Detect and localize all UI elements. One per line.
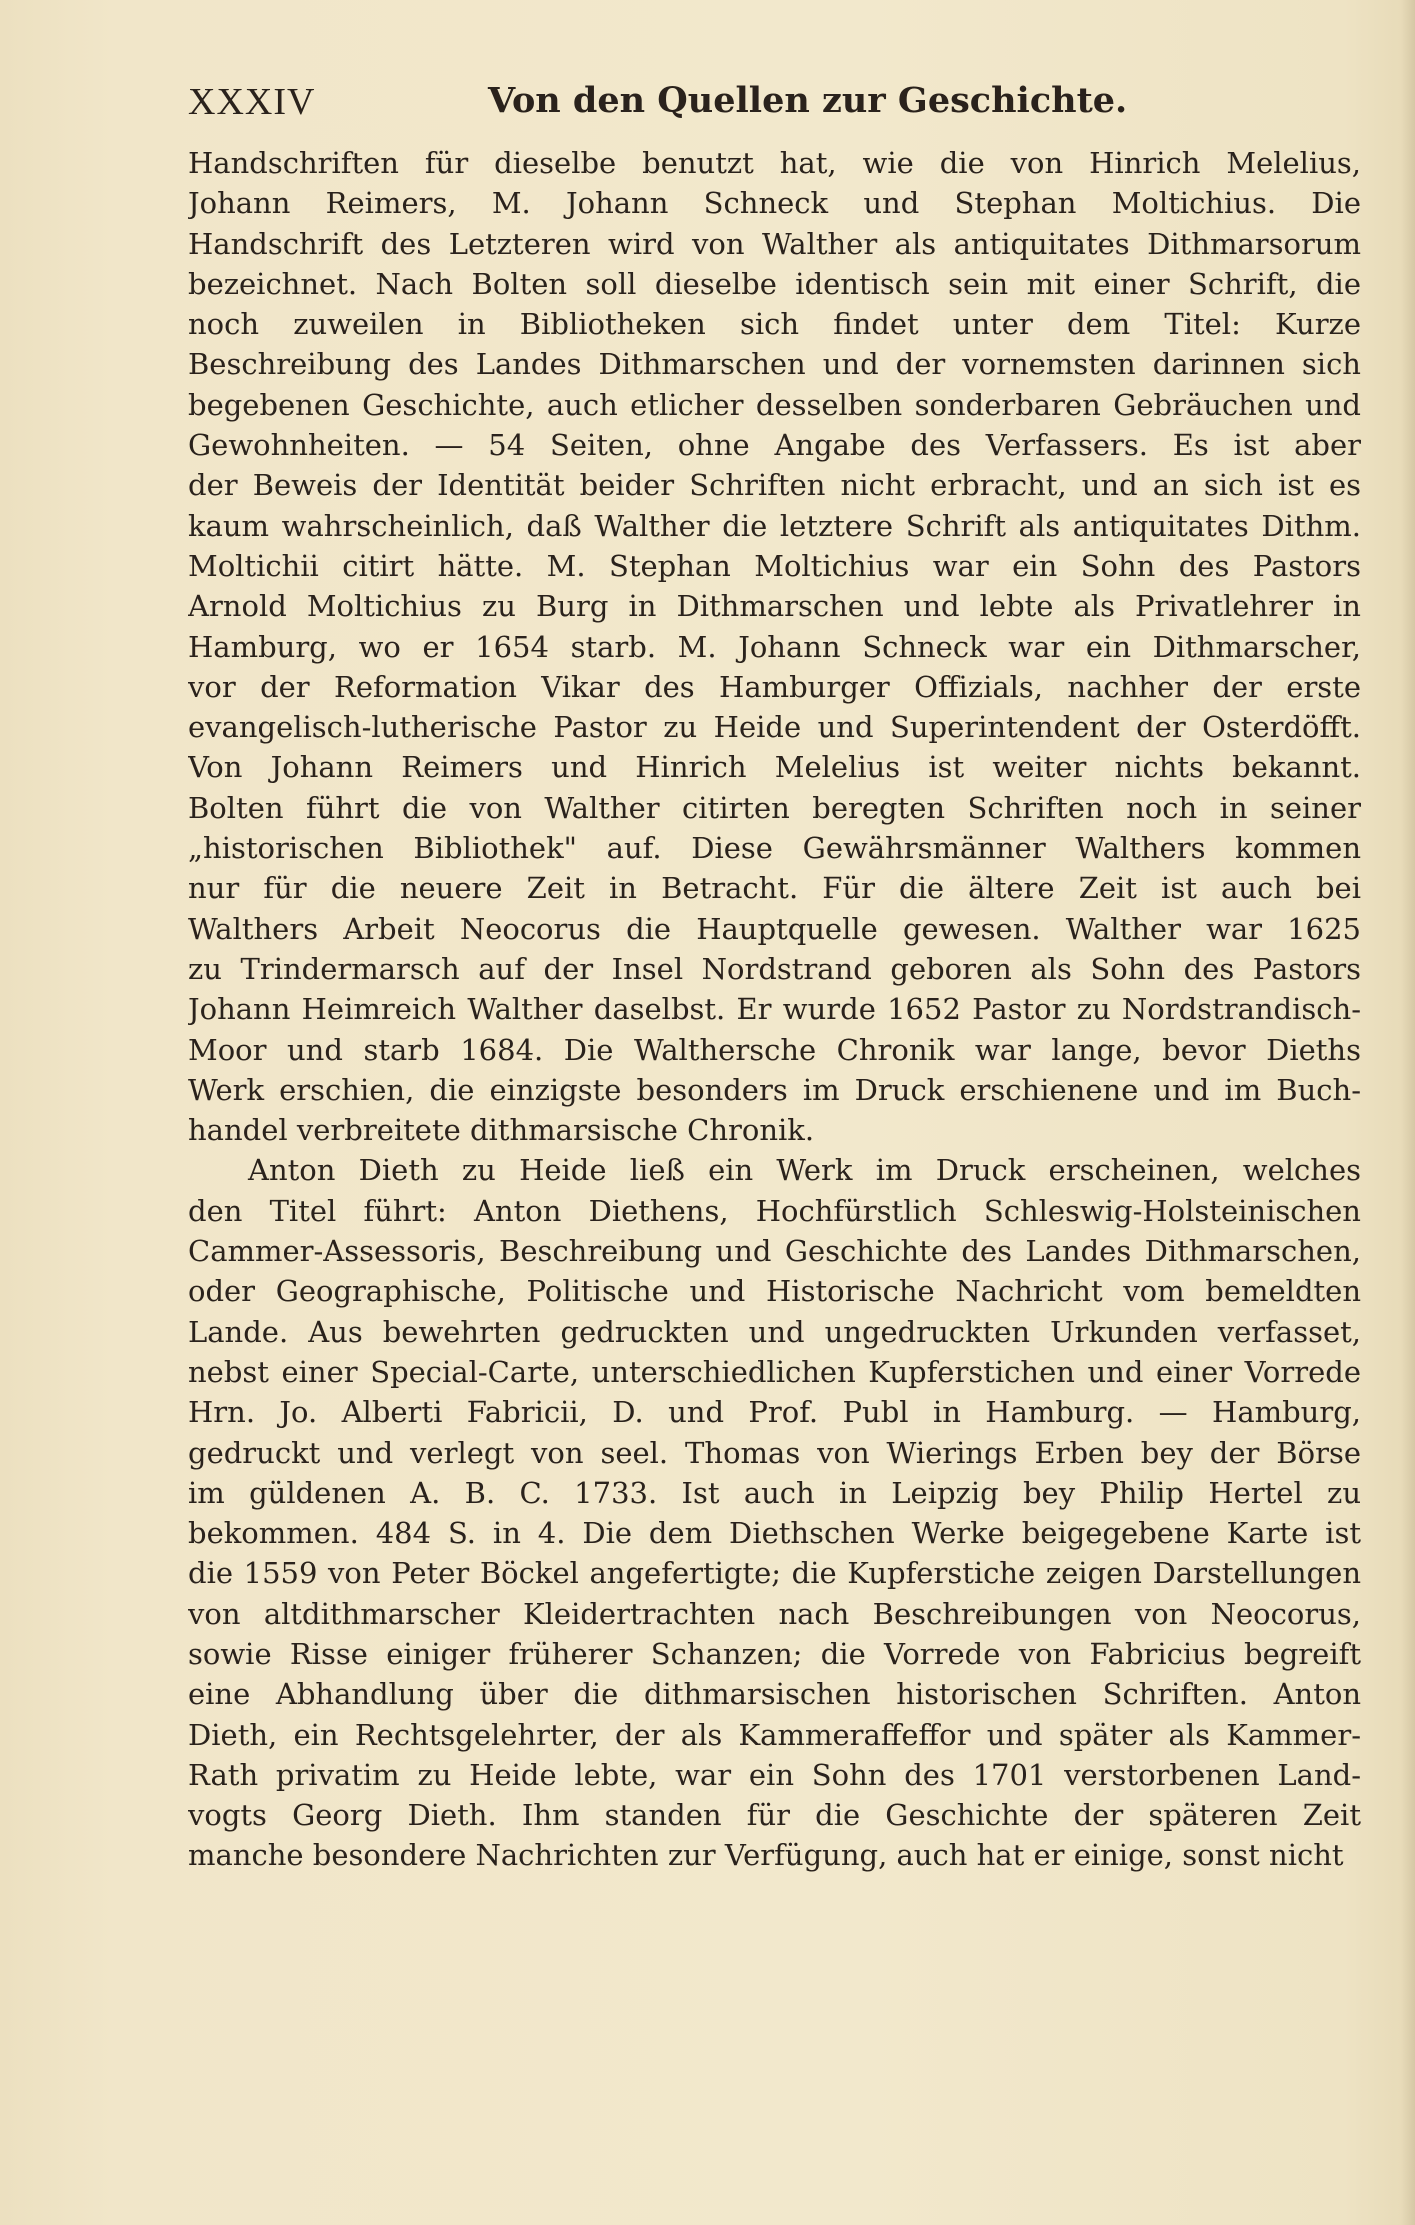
text-line: „historischen Bibliothek" auf. Diese Gewährsmänner Walthers kommen (188, 831, 1361, 866)
text-line: bekommen. 484 S. in 4. Die dem Diethschen Werke beigegebene Karte ist (188, 1516, 1361, 1551)
text-line: handel verbreitete dithmarsische Chronik. (188, 1113, 815, 1148)
text-line: gedruckt und verlegt von seel. Thomas von Wierings Erben bey der Börse (188, 1435, 1361, 1470)
text-line: die 1559 von Peter Böckel angefertigte; die Kupferstiche zeigen Darstellungen (188, 1556, 1361, 1591)
text-line: Handschriften für dieselbe benutzt hat, wie die von Hinrich Melelius, (188, 146, 1361, 180)
text-line: Walthers Arbeit Neocorus die Hauptquelle gewesen. Walther war 1625 (188, 911, 1361, 946)
text-line: Lande. Aus bewehrten gedruckten und ungedruckten Urkunden verfasset, (188, 1314, 1361, 1349)
text-line: Anton Dieth zu Heide ließ ein Werk im Druck erscheinen, welches (248, 1153, 1361, 1188)
page-edge-shadow (1401, 0, 1415, 2225)
text-line: im güldenen A. B. C. 1733. Ist auch in Leipzig bey Philip Hertel zu (188, 1475, 1361, 1510)
text-line: Gewohnheiten. — 54 Seiten, ohne Angabe des Verfassers. Es ist aber (188, 428, 1361, 463)
text-line: evangelisch-lutherische Pastor zu Heide und Superintendent der Osterdöfft. (188, 710, 1361, 745)
text-line: begebenen Geschichte, auch etlicher desselben sonderbaren Gebräuchen und (188, 387, 1361, 422)
paragraph-2 (188, 1150, 1361, 1875)
text-line: den Titel führt: Anton Diethens, Hochfürstlich Schleswig-Holsteinischen (188, 1193, 1361, 1228)
text-line: Moltichii citirt hätte. M. Stephan Moltichius war ein Sohn des Pastors (188, 548, 1361, 583)
text-line: eine Abhandlung über die dithmarsischen historischen Schriften. Anton (188, 1677, 1361, 1712)
text-line: Werk erschien, die einzigste besonders im Druck erschienene und im Buch- (188, 1072, 1361, 1107)
text-line: der Beweis der Identität beider Schriften nicht erbracht, und an sich ist es (188, 468, 1361, 503)
text-line: von altdithmarscher Kleidertrachten nach Beschreibungen von Neocorus, (188, 1596, 1361, 1631)
text-line: Handschrift des Letzteren wird von Walther als antiquitates Dithmarsorum (188, 226, 1361, 261)
text-line: Hamburg, wo er 1654 starb. M. Johann Schneck war ein Dithmarscher, (188, 629, 1361, 664)
text-line: nebst einer Special-Carte, unterschiedlichen Kupferstichen und einer Vorrede (188, 1354, 1361, 1389)
text-line: sowie Risse einiger früherer Schanzen; die Vorrede von Fabricius begreift (188, 1636, 1361, 1671)
text-line: Johann Reimers, M. Johann Schneck und Stephan Moltichius. Die (188, 186, 1361, 221)
page-header (188, 80, 1361, 128)
text-line: manche besondere Nachrichten zur Verfügung, auch hat er einige, sonst nicht (188, 1838, 1344, 1873)
body-text (188, 143, 1361, 1876)
text-line: vogts Georg Dieth. Ihm standen für die Geschichte der späteren Zeit (188, 1798, 1361, 1833)
text-line: Hrn. Jo. Alberti Fabricii, D. und Prof. Publ in Hamburg. — Hamburg, (188, 1395, 1361, 1430)
text-line: Rath privatim zu Heide lebte, war ein Sohn des 1701 verstorbenen Land- (188, 1757, 1361, 1792)
text-line: Beschreibung des Landes Dithmarschen und der vornemsten darinnen sich (188, 347, 1361, 382)
text-line: Arnold Moltichius zu Burg in Dithmarschen und lebte als Privatlehrer in (188, 589, 1361, 624)
page-number: XXXIV (188, 81, 316, 123)
text-line: Von Johann Reimers und Hinrich Melelius ist weiter nichts bekannt. (188, 750, 1361, 785)
text-line: vor der Reformation Vikar des Hamburger Offizials, nachher der erste (188, 669, 1361, 704)
text-line: Moor und starb 1684. Die Walthersche Chronik war lange, bevor Dieths (188, 1032, 1361, 1067)
text-line: zu Trindermarsch auf der Insel Nordstrand geboren als Sohn des Pastors (188, 951, 1361, 986)
text-line: Cammer-Assessoris, Beschreibung und Geschichte des Landes Dithmarschen, (188, 1234, 1361, 1269)
text-line: Bolten führt die von Walther citirten beregten Schriften noch in seiner (188, 790, 1361, 825)
text-line: noch zuweilen in Bibliotheken sich findet unter dem Titel: Kurze (188, 307, 1361, 342)
text-line: kaum wahrscheinlich, daß Walther die letztere Schrift als antiquitates Dithm. (188, 508, 1361, 543)
text-line: oder Geographische, Politische und Historische Nachricht vom bemeldten (188, 1274, 1361, 1309)
text-line: bezeichnet. Nach Bolten soll dieselbe identisch sein mit einer Schrift, die (188, 266, 1361, 301)
text-line: nur für die neuere Zeit in Betracht. Für die ältere Zeit ist auch bei (188, 871, 1361, 906)
text-line: Johann Heimreich Walther daselbst. Er wurde 1652 Pastor zu Nordstrandisch- (188, 992, 1361, 1027)
paragraph-1 (188, 143, 1361, 1150)
text-line: Dieth, ein Rechtsgelehrter, der als Kammeraffeffor und später als Kammer- (188, 1717, 1361, 1752)
running-head: Von den Quellen zur Geschichte. (488, 80, 1128, 121)
